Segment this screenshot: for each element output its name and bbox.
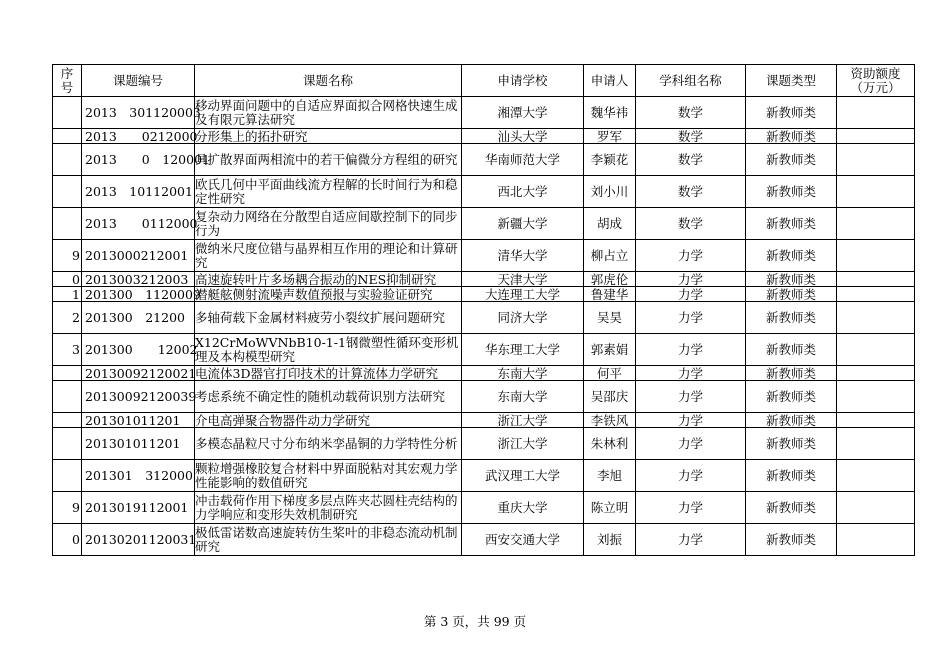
cell-group: 力学 xyxy=(636,287,746,302)
header-amount: 资助额度 （万元） xyxy=(837,65,915,97)
cell-code: 201301011201 xyxy=(82,413,195,428)
cell-title: 具扩散界面两相流中的若干偏微分方程组的研究 xyxy=(195,144,462,176)
page-footer: 第 3 页，共 99 页 xyxy=(423,614,527,629)
table-row xyxy=(53,97,915,129)
table-row xyxy=(53,381,915,413)
cell-title: 多模态晶粒尺寸分布纳米孪晶铜的力学特性分析 xyxy=(195,428,462,460)
cell-group: 力学 xyxy=(636,381,746,413)
cell-code: 2013 0112000 xyxy=(82,208,195,240)
cell-no xyxy=(53,176,82,208)
cell-type: 新教师类 xyxy=(746,240,837,272)
cell-school: 华南师范大学 xyxy=(462,144,584,176)
cell-type: 新教师类 xyxy=(746,129,837,144)
cell-applicant: 刘小川 xyxy=(584,176,636,208)
cell-no: 0 xyxy=(53,272,82,287)
cell-title: 考虑系统不确定性的随机动载荷识别方法研究 xyxy=(195,381,462,413)
cell-amount xyxy=(837,524,915,556)
cell-type: 新教师类 xyxy=(746,413,837,428)
cell-group: 力学 xyxy=(636,366,746,381)
cell-applicant: 刘振 xyxy=(584,524,636,556)
cell-school: 武汉理工大学 xyxy=(462,460,584,492)
table-body xyxy=(53,97,915,556)
table-row xyxy=(53,302,915,334)
cell-school: 浙江大学 xyxy=(462,413,584,428)
cell-type: 新教师类 xyxy=(746,366,837,381)
cell-type: 新教师类 xyxy=(746,144,837,176)
table-row xyxy=(53,208,915,240)
cell-amount xyxy=(837,287,915,302)
cell-no xyxy=(53,381,82,413)
table-row xyxy=(53,524,915,556)
cell-title: 高速旋转叶片多场耦合振动的NES抑制研究 xyxy=(195,272,462,287)
table-row xyxy=(53,287,915,302)
cell-no xyxy=(53,97,82,129)
cell-amount xyxy=(837,428,915,460)
cell-no: 3 xyxy=(53,334,82,366)
cell-amount xyxy=(837,129,915,144)
cell-applicant: 柳占立 xyxy=(584,240,636,272)
cell-group: 数学 xyxy=(636,208,746,240)
cell-code: 20130201120031 xyxy=(82,524,195,556)
table-row xyxy=(53,144,915,176)
header-type: 课题类型 xyxy=(746,65,837,97)
cell-title: 分形集上的拓扑研究 xyxy=(195,129,462,144)
cell-title: 复杂动力网络在分散型自适应间歇控制下的同步行为 xyxy=(195,208,462,240)
cell-school: 东南大学 xyxy=(462,381,584,413)
cell-type: 新教师类 xyxy=(746,428,837,460)
cell-no xyxy=(53,460,82,492)
cell-applicant: 郭素娟 xyxy=(584,334,636,366)
cell-type: 新教师类 xyxy=(746,272,837,287)
cell-applicant: 郭虎伦 xyxy=(584,272,636,287)
cell-code: 2013019112001 xyxy=(82,492,195,524)
cell-applicant: 鲁建华 xyxy=(584,287,636,302)
cell-school: 西安交通大学 xyxy=(462,524,584,556)
cell-no: 0 xyxy=(53,524,82,556)
cell-school: 西北大学 xyxy=(462,176,584,208)
table-row xyxy=(53,334,915,366)
cell-group: 力学 xyxy=(636,524,746,556)
cell-school: 湘潭大学 xyxy=(462,97,584,129)
cell-group: 力学 xyxy=(636,302,746,334)
cell-applicant: 胡成 xyxy=(584,208,636,240)
table-row xyxy=(53,413,915,428)
cell-amount xyxy=(837,492,915,524)
table-row xyxy=(53,492,915,524)
cell-title: 多轴荷载下金属材料疲劳小裂纹扩展问题研究 xyxy=(195,302,462,334)
table-row xyxy=(53,366,915,381)
cell-no: 9 xyxy=(53,492,82,524)
cell-code: 201300 21200 xyxy=(82,302,195,334)
cell-school: 天津大学 xyxy=(462,272,584,287)
cell-group: 力学 xyxy=(636,492,746,524)
cell-code: 201301 312000 xyxy=(82,460,195,492)
cell-code: 20130092120021 xyxy=(82,366,195,381)
cell-code: 2013 0 120001 xyxy=(82,144,195,176)
cell-amount xyxy=(837,334,915,366)
header-school: 申请学校 xyxy=(462,65,584,97)
cell-type: 新教师类 xyxy=(746,524,837,556)
cell-applicant: 吴昊 xyxy=(584,302,636,334)
cell-no: 9 xyxy=(53,240,82,272)
header-group: 学科组名称 xyxy=(636,65,746,97)
cell-title: 电流体3D器官打印技术的计算流体力学研究 xyxy=(195,366,462,381)
table-row xyxy=(53,460,915,492)
table-header-row xyxy=(53,65,915,97)
cell-no: 2 xyxy=(53,302,82,334)
cell-title: 欧氏几何中平面曲线流方程解的长时间行为和稳定性研究 xyxy=(195,176,462,208)
cell-applicant: 吴邵庆 xyxy=(584,381,636,413)
cell-type: 新教师类 xyxy=(746,97,837,129)
cell-type: 新教师类 xyxy=(746,334,837,366)
cell-group: 数学 xyxy=(636,144,746,176)
cell-applicant: 罗军 xyxy=(584,129,636,144)
cell-school: 大连理工大学 xyxy=(462,287,584,302)
cell-code: 201300 1120009 xyxy=(82,287,195,302)
table-row xyxy=(53,240,915,272)
cell-amount xyxy=(837,208,915,240)
table-row xyxy=(53,129,915,144)
cell-title: 潜艇舷侧射流噪声数值预报与实验验证研究 xyxy=(195,287,462,302)
header-code: 课题编号 xyxy=(82,65,195,97)
cell-school: 浙江大学 xyxy=(462,428,584,460)
cell-type: 新教师类 xyxy=(746,460,837,492)
cell-type: 新教师类 xyxy=(746,381,837,413)
cell-amount xyxy=(837,413,915,428)
cell-group: 力学 xyxy=(636,240,746,272)
cell-applicant: 李颖花 xyxy=(584,144,636,176)
cell-school: 新疆大学 xyxy=(462,208,584,240)
cell-no xyxy=(53,413,82,428)
cell-school: 东南大学 xyxy=(462,366,584,381)
cell-title: X12CrMoWVNbB10-1-1钢微塑性循环变形机理及本构模型研究 xyxy=(195,334,462,366)
cell-code: 2013 0212000 xyxy=(82,129,195,144)
cell-title: 微纳米尺度位错与晶界相互作用的理论和计算研究 xyxy=(195,240,462,272)
cell-no xyxy=(53,129,82,144)
cell-no: 1 xyxy=(53,287,82,302)
cell-amount xyxy=(837,272,915,287)
cell-amount xyxy=(837,366,915,381)
cell-applicant: 李铁风 xyxy=(584,413,636,428)
cell-title: 极低雷诺数高速旋转仿生桨叶的非稳态流动机制研究 xyxy=(195,524,462,556)
cell-group: 力学 xyxy=(636,428,746,460)
cell-applicant: 李旭 xyxy=(584,460,636,492)
project-table xyxy=(52,64,915,556)
cell-school: 华东理工大学 xyxy=(462,334,584,366)
table-row xyxy=(53,272,915,287)
cell-code: 20130092120039 xyxy=(82,381,195,413)
header-no: 序 号 xyxy=(53,65,82,97)
cell-group: 力学 xyxy=(636,334,746,366)
cell-amount xyxy=(837,302,915,334)
cell-amount xyxy=(837,176,915,208)
cell-title: 颗粒增强橡胶复合材料中界面脱粘对其宏观力学性能影响的数值研究 xyxy=(195,460,462,492)
cell-group: 力学 xyxy=(636,272,746,287)
table-row xyxy=(53,176,915,208)
header-title: 课题名称 xyxy=(195,65,462,97)
cell-code: 2013 301120003 xyxy=(82,97,195,129)
cell-type: 新教师类 xyxy=(746,492,837,524)
cell-group: 数学 xyxy=(636,129,746,144)
cell-applicant: 陈立明 xyxy=(584,492,636,524)
cell-type: 新教师类 xyxy=(746,208,837,240)
cell-applicant: 何平 xyxy=(584,366,636,381)
cell-type: 新教师类 xyxy=(746,287,837,302)
cell-title: 介电高弹聚合物器件动力学研究 xyxy=(195,413,462,428)
cell-applicant: 朱林利 xyxy=(584,428,636,460)
cell-code: 201301011201 xyxy=(82,428,195,460)
cell-code: 2013000212001 xyxy=(82,240,195,272)
cell-no xyxy=(53,208,82,240)
cell-amount xyxy=(837,144,915,176)
cell-title: 冲击载荷作用下梯度多层点阵夹芯圆柱壳结构的力学响应和变形失效机制研究 xyxy=(195,492,462,524)
cell-type: 新教师类 xyxy=(746,176,837,208)
header-applicant: 申请人 xyxy=(584,65,636,97)
cell-applicant: 魏华祎 xyxy=(584,97,636,129)
cell-school: 同济大学 xyxy=(462,302,584,334)
cell-group: 力学 xyxy=(636,460,746,492)
cell-amount xyxy=(837,97,915,129)
cell-group: 力学 xyxy=(636,413,746,428)
cell-group: 数学 xyxy=(636,97,746,129)
cell-no xyxy=(53,144,82,176)
cell-group: 数学 xyxy=(636,176,746,208)
cell-amount xyxy=(837,240,915,272)
cell-title: 移动界面问题中的自适应界面拟合网格快速生成及有限元算法研究 xyxy=(195,97,462,129)
cell-amount xyxy=(837,381,915,413)
cell-amount xyxy=(837,460,915,492)
cell-code: 2013 10112001 xyxy=(82,176,195,208)
cell-no xyxy=(53,428,82,460)
cell-school: 重庆大学 xyxy=(462,492,584,524)
cell-code: 201300 12002 xyxy=(82,334,195,366)
cell-type: 新教师类 xyxy=(746,302,837,334)
cell-school: 清华大学 xyxy=(462,240,584,272)
table-row xyxy=(53,428,915,460)
cell-code: 2013003212003 xyxy=(82,272,195,287)
cell-school: 汕头大学 xyxy=(462,129,584,144)
cell-no xyxy=(53,366,82,381)
